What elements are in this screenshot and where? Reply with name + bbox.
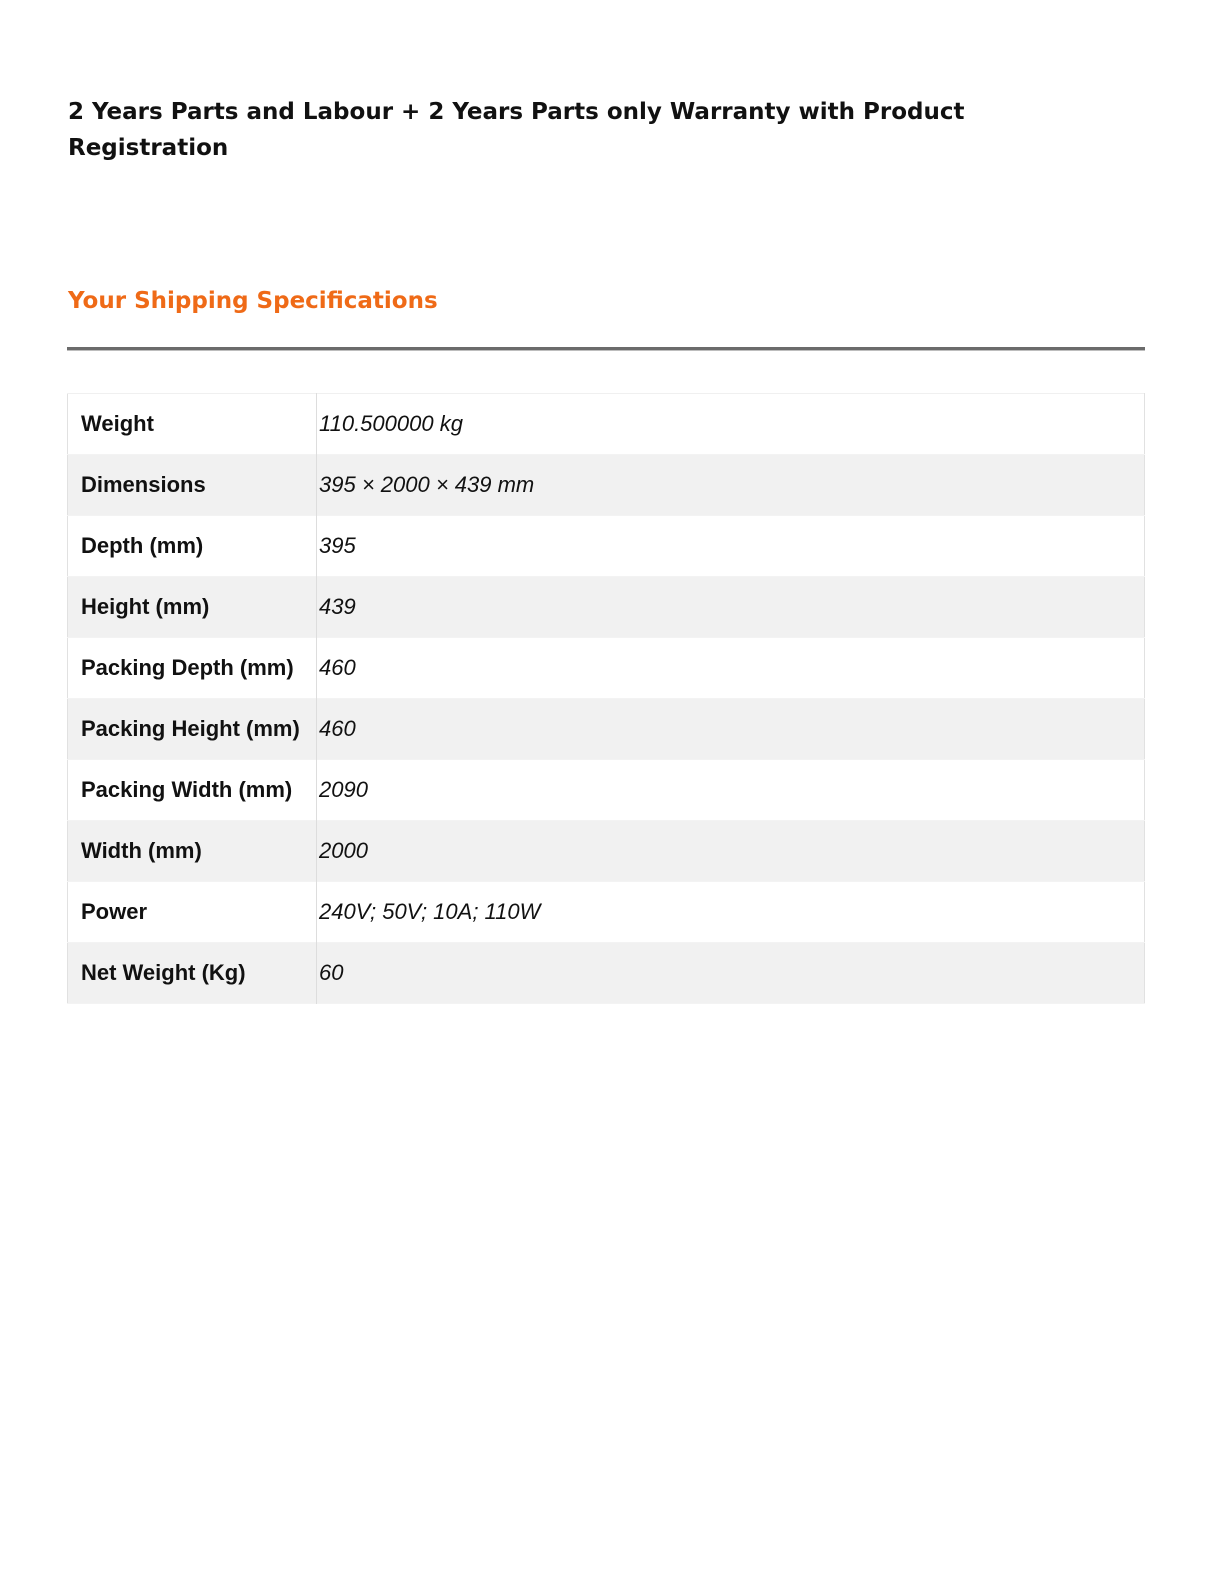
spec-row-packing-height <box>68 699 1145 760</box>
spec-row-width <box>68 821 1145 882</box>
spec-row-power <box>68 882 1145 943</box>
spec-value: 395 <box>319 533 356 558</box>
spec-label: Dimensions <box>68 455 317 516</box>
spec-value: 2090 <box>319 777 368 802</box>
spec-row-dimensions <box>68 455 1145 516</box>
spec-label: Packing Height (mm) <box>68 699 317 760</box>
spec-row-packing-depth <box>68 638 1145 699</box>
spec-value: 395 × 2000 × 439 mm <box>319 472 535 497</box>
spec-label: Weight <box>68 394 317 455</box>
section-title: Your Shipping Specifications <box>68 288 438 314</box>
spec-value: 460 <box>319 716 356 741</box>
spec-row-weight <box>68 394 1145 455</box>
spec-label: Net Weight (Kg) <box>68 943 317 1004</box>
warranty-text: 2 Years Parts and Labour + 2 Years Parts only Warranty with Product Registration <box>68 99 965 161</box>
spec-label: Packing Width (mm) <box>68 760 317 821</box>
spec-value: 240V; 50V; 10A; 110W <box>319 899 541 924</box>
spec-row-packing-width <box>68 760 1145 821</box>
spec-row-height <box>68 577 1145 638</box>
shipping-specs-table <box>67 393 1145 1004</box>
spec-label: Power <box>68 882 317 943</box>
spec-label: Height (mm) <box>68 577 317 638</box>
spec-value: 460 <box>319 655 356 680</box>
spec-row-depth <box>68 516 1145 577</box>
spec-label: Width (mm) <box>68 821 317 882</box>
section-divider <box>67 347 1145 351</box>
spec-label: Depth (mm) <box>68 516 317 577</box>
spec-label: Packing Depth (mm) <box>68 638 317 699</box>
spec-value: 60 <box>319 960 344 985</box>
spec-row-net-weight <box>68 943 1145 1004</box>
spec-value: 2000 <box>319 838 368 863</box>
spec-value: 110.500000 kg <box>319 411 463 436</box>
spec-value: 439 <box>319 594 356 619</box>
